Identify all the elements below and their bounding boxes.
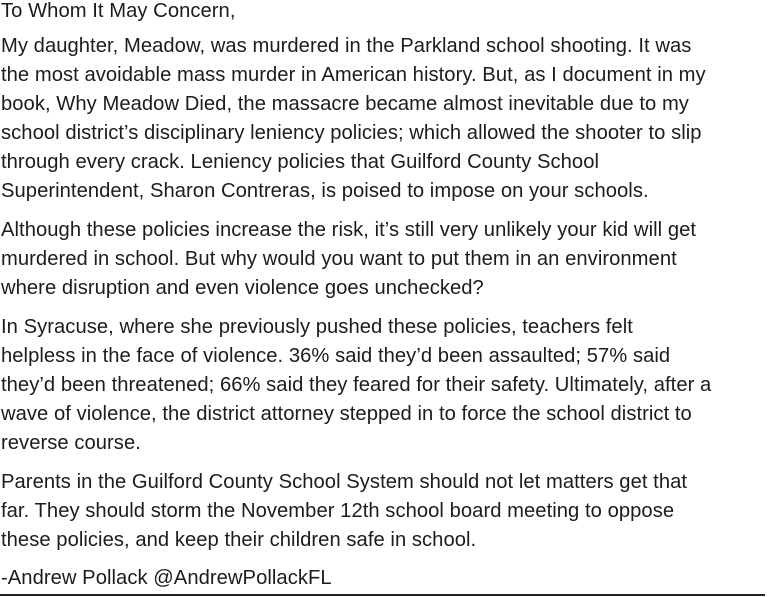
paragraph-line: In Syracuse, where she previously pushed these policies, teachers felt <box>1 316 633 338</box>
paragraph-1 <box>1 32 765 206</box>
letter-body <box>1 0 765 593</box>
paragraph-gap <box>1 303 765 313</box>
bottom-divider <box>0 594 765 596</box>
paragraph-gap <box>1 206 765 216</box>
paragraph-line: Although these policies increase the risk, it’s still very unlikely your kid will get <box>1 219 697 241</box>
paragraph-line: far. They should storm the November 12th school board meeting to oppose <box>1 500 675 522</box>
paragraph-2 <box>1 216 765 303</box>
paragraph-line: where disruption and even violence goes unchecked? <box>1 277 484 299</box>
paragraph-line: these policies, and keep their children safe in school. <box>1 529 477 551</box>
paragraph-line: reverse course. <box>1 432 141 454</box>
paragraph-3 <box>1 313 765 458</box>
paragraph-line: Superintendent, Sharon Contreras, is poised to impose on your schools. <box>1 180 649 202</box>
paragraph-gap <box>1 23 765 32</box>
paragraph-line: wave of violence, the district attorney stepped in to force the school district to <box>1 403 692 425</box>
signature: -Andrew Pollack @AndrewPollackFL <box>1 567 332 589</box>
paragraph-line: My daughter, Meadow, was murdered in the Parkland school shooting. It was <box>1 35 692 57</box>
paragraph-gap <box>1 458 765 468</box>
paragraph-line: they’d been threatened; 66% said they feared for their safety. Ultimately, after a <box>1 374 712 396</box>
paragraph-line: school district’s disciplinary leniency policies; which allowed the shooter to slip <box>1 122 702 144</box>
paragraph-line: helpless in the face of violence. 36% said they’d been assaulted; 57% said <box>1 345 671 367</box>
paragraph-line: through every crack. Leniency policies that Guilford County School <box>1 151 600 173</box>
paragraph-line: Parents in the Guilford County School System should not let matters get that <box>1 471 688 493</box>
paragraph-line: murdered in school. But why would you want to put them in an environment <box>1 248 677 270</box>
paragraph-4 <box>1 468 765 555</box>
salutation: To Whom It May Concern, <box>1 0 236 22</box>
paragraph-gap <box>1 555 765 564</box>
paragraph-line: the most avoidable mass murder in American history. But, as I document in my <box>1 64 706 86</box>
paragraph-line: book, Why Meadow Died, the massacre became almost inevitable due to my <box>1 93 689 115</box>
